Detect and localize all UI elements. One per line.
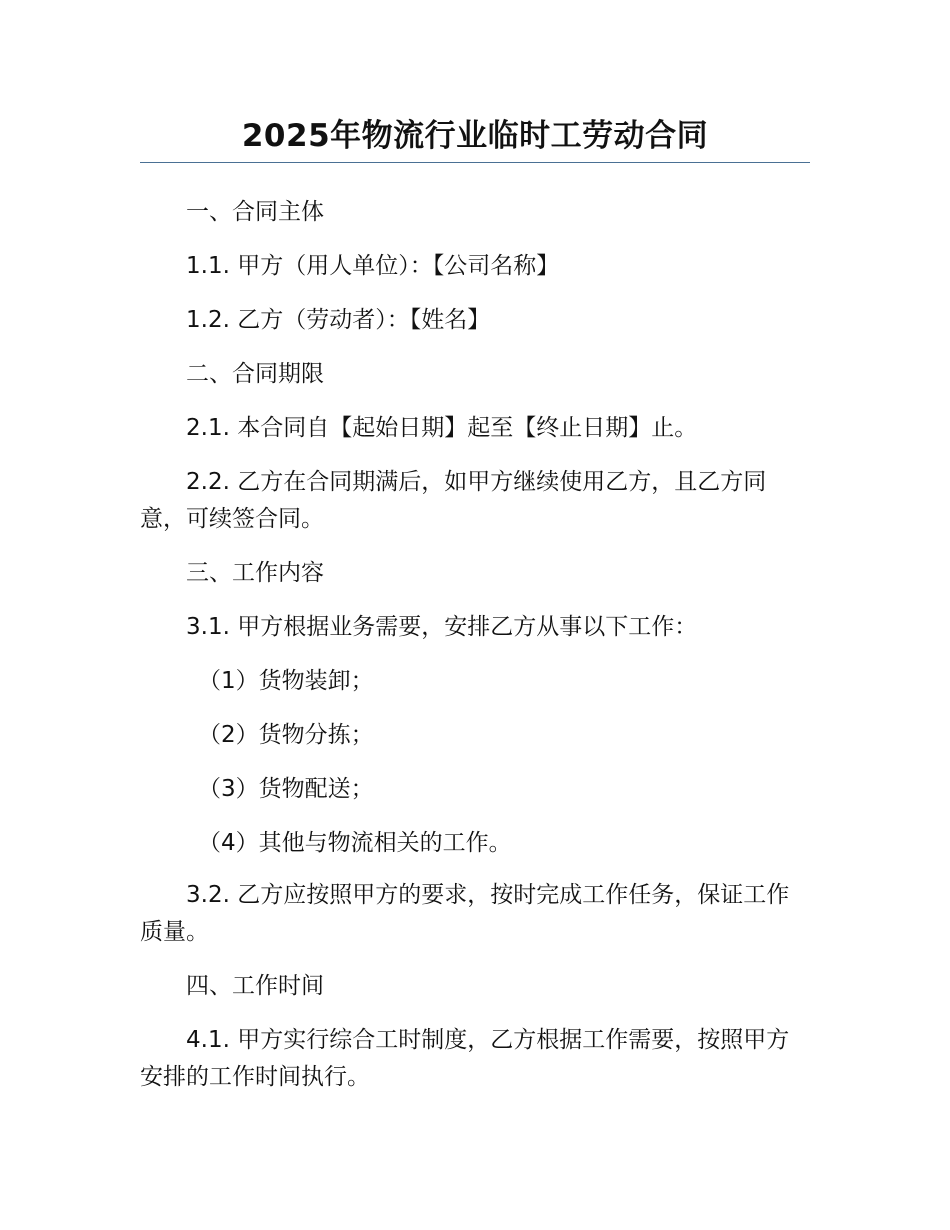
clause-2-2: 2.2. 乙方在合同期满后，如甲方继续使用乙方，且乙方同意，可续签合同。 xyxy=(140,469,767,532)
list-item-loading: （1）货物装卸； xyxy=(198,668,374,694)
section-heading-working-hours: 四、工作时间 xyxy=(186,973,324,999)
document-title: 2025年物流行业临时工劳动合同 xyxy=(241,118,709,154)
section-heading-work-content: 三、工作内容 xyxy=(186,560,324,586)
clause-3-2: 3.2. 乙方应按照甲方的要求，按时完成工作任务，保证工作质量。 xyxy=(140,882,790,945)
title-underline xyxy=(140,162,810,163)
clause-3-1: 3.1. 甲方根据业务需要，安排乙方从事以下工作： xyxy=(186,614,698,640)
document-page xyxy=(140,0,810,1230)
clause-1-2: 1.2. 乙方（劳动者）：【姓名】 xyxy=(186,307,491,333)
clause-4-1: 4.1. 甲方实行综合工时制度，乙方根据工作需要，按照甲方安排的工作时间执行。 xyxy=(140,1027,790,1090)
list-item-sorting: （2）货物分拣； xyxy=(198,722,374,748)
list-item-other-work: （4）其他与物流相关的工作。 xyxy=(198,830,512,856)
section-heading-contract-parties: 一、合同主体 xyxy=(186,199,324,225)
section-heading-contract-term: 二、合同期限 xyxy=(186,361,324,387)
clause-2-1: 2.1. 本合同自【起始日期】起至【终止日期】止。 xyxy=(186,415,698,441)
clause-1-1: 1.1. 甲方（用人单位）：【公司名称】 xyxy=(186,253,560,279)
list-item-delivery: （3）货物配送； xyxy=(198,776,374,802)
